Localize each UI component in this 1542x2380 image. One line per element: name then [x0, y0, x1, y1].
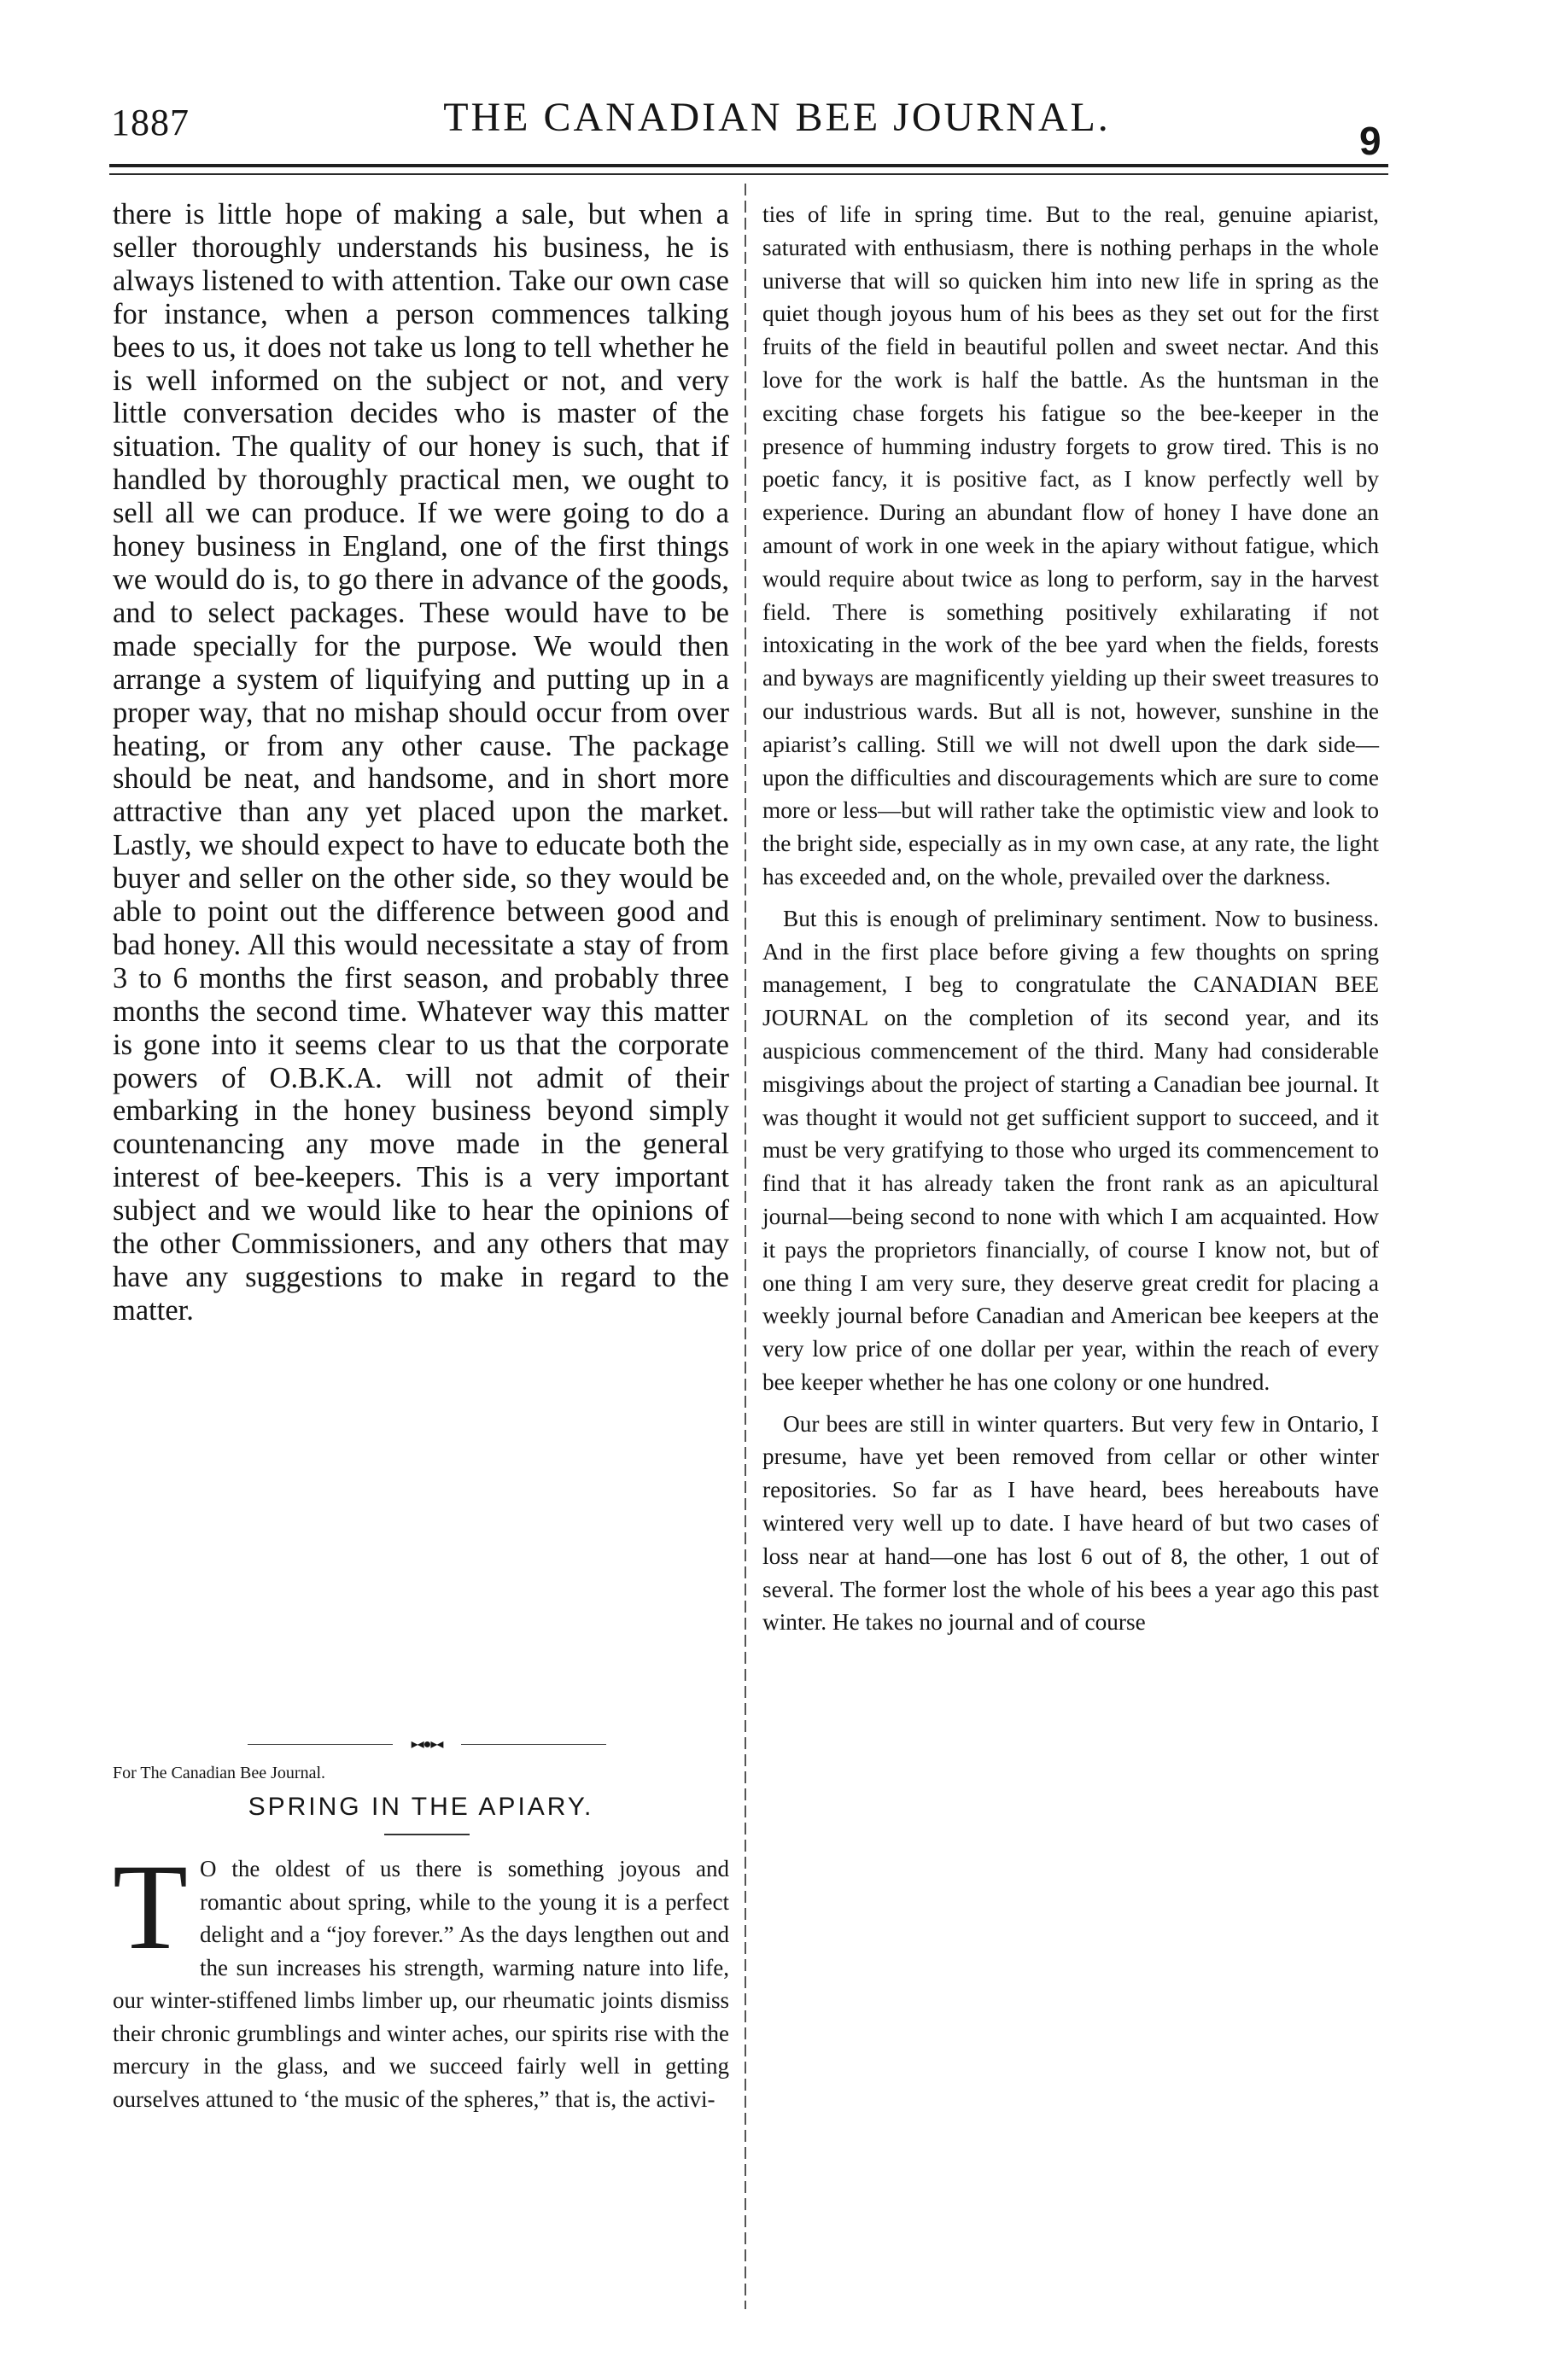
journal-title: THE CANADIAN BEE JOURNAL.	[443, 95, 1111, 140]
drop-cap: T	[113, 1840, 188, 1975]
continuation-paragraph: there is little hope of making a sale, but when a seller thoroughly understands his business, he is always listened to with attention. Take our own case for instance, when a person commences talking bees to us, it does not take us long to tell whether he is well informed on the subject or not, and very little conversation decides who is master of the situation. The quality of our honey is such, that if handled by thoroughly practical men, we ought to sell all we can produce. If we were going to do a honey business in England, one of the first things we would do is, to go there in advance of the goods, and to select packages. These would have to be made specially for the purpose. We would then arrange a system of liquifying and putting up in a proper way, that no mishap should occur from over heating, or from any other cause. The package should be neat, and handsome, and in short more attractive than any yet placed upon the market. Lastly, we should expect to have to educate both the buyer and seller on the other side, so they would be able to point out the difference between good and bad honey. All this would necessitate a stay of from 3 to 6 months the first season, and probably three months the second time. Whatever way this matter is gone into it seems clear to us that the corporate powers of O.B.K.A. will not admit of their embarking in the honey business beyond simply countenancing any move made in the general interest of bee-keepers. This is a very important subject and we would like to hear the opinions of the other Commissioners, and any others that may have any suggestions to make in regard to the matter.	[113, 198, 729, 1327]
right-paragraph: ties of life in spring time. But to the real, genuine apiarist, saturated with enthusiasm, there is nothing perhaps in the whole universe that will so quicken him into new life in spring as the quiet though joyous hum of his bees as they set out for the first fruits of the field in beautiful pollen and sweet nectar. And this love for the work is half the battle. As the huntsman in the exciting chase forgets his fatigue so the bee-keeper in the presence of humming industry forgets to grow tired. This is no poetic fancy, it is positive fact, as I know perfectly well by experience. During an abundant flow of honey I have done an amount of work in one week in the apiary without fatigue, which would require about twice as long to perform, say in the harvest field. There is something positively exhilarating if not intoxicating in the work of the bee yard when the fields, forests and byways are magnificently yielding up their sweet treasures to our industrious wards. But all is not, however, sunshine in the apiarist’s calling. Still we will not dwell upon the dark side—upon the difficulties and discouragements which are sure to come more or less—but will rather take the optimistic view and look to the bright side, especially as in my own case, at any rate, the light has exceeded and, on the whole, prevailed over the darkness.	[762, 201, 1379, 890]
section-ornament: ▸◂●▸◂	[248, 1736, 606, 1753]
right-paragraph: Our bees are still in winter quarters. But very few in Ontario, I presume, have yet been removed from cellar or other winter repositories. So far as I have heard, bees hereabouts have wintered very well up to date. I have heard of but two cases of loss near at hand—one has lost 6 out of 8, the other, 1 out of several. The former lost the whole of his bees a year ago this past winter. He takes no journal and of course	[762, 1410, 1379, 1636]
article-opening	[113, 1840, 729, 2115]
column-divider	[745, 184, 746, 2309]
right-column	[762, 198, 1379, 1639]
right-paragraph: But this is enough of preliminary sentiment. Now to business. And in the first place before giving a few thoughts on spring management, I beg to congratulate the CANADIAN BEE JOURNAL on the completion of its second year, and its auspicious commencement of the third. Many had considerable misgivings about the project of starting a Canadian bee journal. It was thought it would not get sufficient support to succeed, and it must be very gratifying to those who urged its commencement to find that it has already taken the front rank as an apicultural journal—being second to none with which I am acquainted. How it pays the proprietors financially, of course I know not, but of one thing I am very sure, they deserve great credit for placing a weekly journal before Canadian and American bee keepers at the very low price of one dollar per year, within the reach of every bee keeper whether he has one colony or one hundred.	[762, 905, 1379, 1395]
year: 1887	[111, 102, 190, 143]
heading-rule	[384, 1834, 470, 1835]
page-header	[0, 0, 1542, 171]
left-column	[113, 198, 729, 1327]
page-number: 9	[1359, 119, 1381, 163]
header-rule-thin	[109, 173, 1388, 175]
article-heading: SPRING IN THE APIARY.	[248, 1793, 594, 1821]
byline: For The Canadian Bee Journal.	[113, 1764, 326, 1782]
header-rule	[109, 164, 1388, 167]
article-opening-paragraph: O the oldest of us there is something joyous and romantic about spring, while to the young it is a perfect delight and a “joy forever.” As the days lengthen out and the sun increases his strength, warming nature into life, our winter-stiffened limbs limber up, our rheumatic joints dismiss their chronic grumblings and winter aches, our spirits rise with the mercury in the glass, and we succeed fairly well in getting ourselves attuned to ‘the music of the spheres,” that is, the activi-	[113, 1856, 729, 2112]
